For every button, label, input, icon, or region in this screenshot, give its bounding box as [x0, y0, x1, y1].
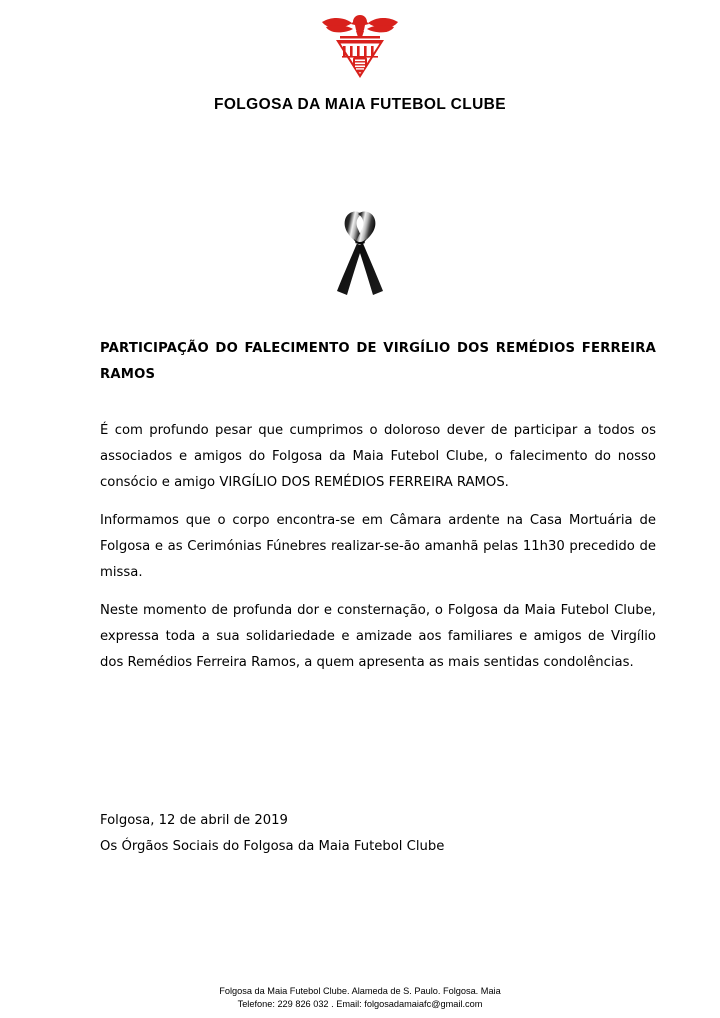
page-footer	[0, 985, 720, 1011]
signature-signatory: Os Órgãos Sociais do Folgosa da Maia Futebol Clube	[100, 839, 445, 854]
document-body	[100, 418, 665, 676]
footer-address: Folgosa da Maia Futebol Clube. Alameda de S. Paulo. Folgosa. Maia	[219, 986, 501, 996]
footer-contact: Telefone: 229 826 032 . Email: folgosadamaiafc@gmail.com	[237, 999, 483, 1009]
document-title: PARTICIPAÇÃO DO FALECIMENTO DE VIRGÍLIO DOS REMÉDIOS FERREIRA RAMOS	[100, 341, 656, 382]
document-content	[100, 336, 665, 676]
club-crest-eagle-icon	[312, 6, 408, 82]
paragraph-1: É com profundo pesar que cumprimos o doloroso dever de participar a todos os associados e amigos do Folgosa da Maia Futebol Clube, o falecimento do nosso consócio e amigo VIRGÍLIO DOS REMÉDIOS FERREIRA RAMOS.	[100, 423, 661, 490]
paragraph-2: Informamos que o corpo encontra-se em Câmara ardente na Casa Mortuária de Folgosa e as Cerimónias Fúnebres realizar-se-ão amanhã pelas 11h30 precedido de missa.	[100, 513, 661, 580]
paragraph-3: Neste momento de profunda dor e consternação, o Folgosa da Maia Futebol Clube, expressa toda a sua solidariedade e amizade aos familiares e amigos de Virgílio dos Remédios Ferreira Ramos, a quem apresenta as mais sentidas condolências.	[100, 603, 665, 670]
signature-block	[100, 808, 656, 860]
signature-place-date: Folgosa, 12 de abril de 2019	[100, 813, 288, 828]
club-name-heading: FOLGOSA DA MAIA FUTEBOL CLUBE	[213, 96, 507, 113]
black-mourning-ribbon-icon	[331, 205, 389, 297]
